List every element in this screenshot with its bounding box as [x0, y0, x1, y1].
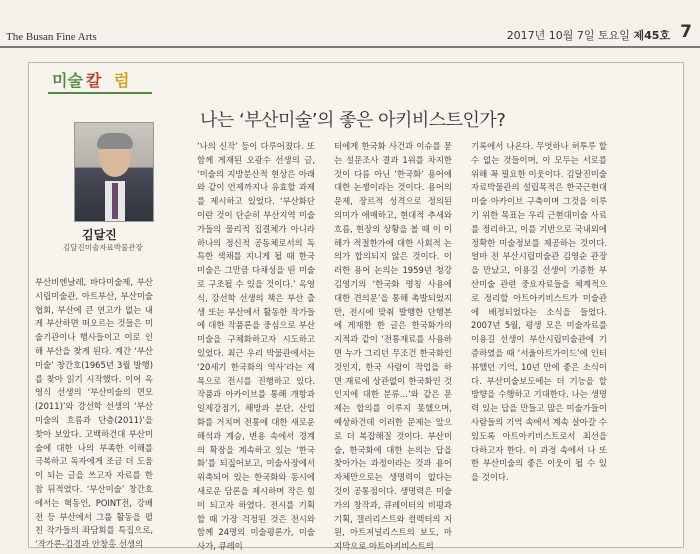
author-photo — [74, 122, 154, 222]
author-role: 김달진미술자료박물관장 — [63, 243, 143, 252]
article-column-2 — [197, 140, 315, 554]
article-column-1 — [35, 276, 153, 552]
masthead — [0, 0, 700, 48]
author-hair — [97, 133, 133, 149]
article-column-4 — [471, 140, 607, 485]
column-logo-part3: 럼 — [114, 71, 130, 90]
column-logo-underline — [48, 92, 152, 94]
publication-name: The Busan Fine Arts — [6, 31, 97, 43]
author-name: 김달진 — [82, 228, 117, 242]
article-headline: 나는 ‘부산미술’의 좋은 아키비스트인가? — [200, 110, 506, 131]
column-logo — [48, 66, 152, 94]
column-1-text: 부산비엔날레, 바다미술제, 부산시립미술관, 아트부산, 부산미술협회, 부산에 큰 연고가 없는 내게 부산하면 떠오르는 것들은 미술기관이나 행사들이고 이로 인해 부산을 찾게 된다. 계간 ‘부산미술’ 창간호(1965년 3월 발행)를 찾아 읽기 시작했다. 이어 옥영식 선생의 ‘부산미술의 면모(2011)’와 강선학 선생의 ‘부산미술의 흐름과 단층(2011)’을 찾아 보았다. 고백하건대 부산미술에 대한 나의 부족한 이해를 극복하고 독자에게 조금 더 도움이 되는 글을 쓰고자 자료를 한참 뒤적였다. ‘부산미술’ 창간호에서는 혁동인, POINT전, 강배전 등 부산에서 그룹 활동을 펼친 작가들의 좌담회를 특집으로, ‘작가론-김경과 안창홍 선생의 — [35, 277, 153, 550]
author-tie — [112, 183, 118, 219]
page-number: 7 — [680, 22, 692, 42]
column-logo-part2: 칼 — [86, 71, 102, 90]
issue-number: 제45호 — [633, 29, 670, 42]
article-column-3 — [334, 140, 452, 554]
column-logo-part1: 미술 — [52, 71, 83, 90]
column-4-text: 기록에서 나온다. 무엇하나 허투루 할 수 없는 것들이며, 이 모두는 서로를 위해 꼭 필요한 이웃이다. 김달진미술자료박물관의 설립목적은 한국근현대미술 아카이브 구축이며 그것을 이루기 위한 목표는 우리 근현대미술 사료를 정리하고, 이를 기반으로 국내외에 정확한 미술정보를 제공하는 것이다. 얼마 전 부산시립미술관 김영순 관장을 만났고, 이용길 선생이 기증한 부산미술 관련 중요자료들을 체계적으로 정리할 아트아키비스트가 미술관에 배정되었다는 소식을 들었다. 2007년 5월, 평생 모은 미술자료를 이용길 선생이 부산시립미술관에 기증하였을 때 ‘서울아트가이드’에 인터뷰했던 기억, 10년 만에 좋은 소식이다. 부산미술보도에는 더 기능을 할 방향을 수행하고 기대한다. 나는 생명력 있는 답을 만들고 많은 미술가들이 사람들의 기억 속에서 계속 살아갈 수 있도록 아트아키비스트로서 최선을 다하고자 한다. 이 과정 속에서 나 또한 부산미술의 좋은 이웃이 될 수 있을 것이다. — [471, 141, 607, 483]
column-2-text: ‘나의 신작’ 등이 다루어졌다. 또 함께 게재된 오광수 선생의 글, ‘미술의 지방분산적 현상은 아래와 같이 언제까지나 유효할 과제를 제시하고 있었다. ‘부산화단이란 것이 단순히 부산지역 미술가들의 물리적 집결체가 아니라 하나의 정신적 공동체로서의 독특한 색채를 지니게 될 때 한국미술은 그만큼 다채성을 띤 미술로 구조될 수 있을 것이다.’ 옥영식, 강선학 선생의 책은 부산 출생 또는 부산에서 활동한 작가들에 대한 작품론을 중심으로 부산미술을 구체화하고자 시도하고 있었다. 최근 우리 박물관에서는 ‘20세기 한국화의 역사’라는 제목으로 전시를 진행하고 있다. 작품과 아카이브를 통해 개항과 일제강점기, 해방과 분단, 산업화를 거치며 전통에 대한 새로운 해석과 계승, 변용 속에서 경계의 확장을 계속하고 있는 ‘한국화’를 되짚어보고, 미술사장에서 위축되어 있는 한국화와 동시에 새로운 담론을 제시하며 작은 힘이 되고자 하였다. 전시를 기획할 때 가장 걱정된 것은 전시와 함께 24명의 미술평론가, 미술사가, 큐레이 — [197, 141, 315, 552]
date-text: 2017년 10월 7일 토요일 — [506, 29, 630, 42]
column-3-text: 터에게 한국화 사건과 이슈를 묻는 설문조사 결과 1위를 차지한 것이 다름 아닌 ‘한국화’ 용어에 대한 논쟁이라는 것이다. 용어의 문제, 장르적 성격으로 정의된 의미가 애매하고, 현대적 추세와 흐름, 현장의 상황을 볼 때 이 이해가 적절한가에 대한 사회적 논의가 합의되지 않은 것이다. 이러한 용어 논의는 1959년 청강 김영기의 ‘한국화 명칭 사용에 대한 견의문’을 통해 촉발되었지만, 전시에 맞춰 발행한 단행본에 게재한 한 글은 한국화가의 지적과 같이 ‘전통재료를 사용하면 누가 그리던 무조건 한국화인 것인지, 한국 사람이 작업을 하면 재료에 상관없이 한국화인 것인지에 대한 분류…’와 같은 문제는 합의를 이루지 못했으며, 예상하건데 이러한 문제는 앞으로 더 복잡해질 것이다. 부산미술, 한국화에 대한 논의는 답을 찾아가는 과정이라는 것과 용어 자체만으로는 생명력이 없다는 것이 공통점이다. 생명력은 미술가의 창작과, 큐레이터의 비평과 기획, 갤러리스트와 컬렉터의 지원, 아트저널리스트의 보도, 마지막으로 아트아키비스트의 — [334, 141, 452, 552]
issue-date — [507, 27, 670, 43]
